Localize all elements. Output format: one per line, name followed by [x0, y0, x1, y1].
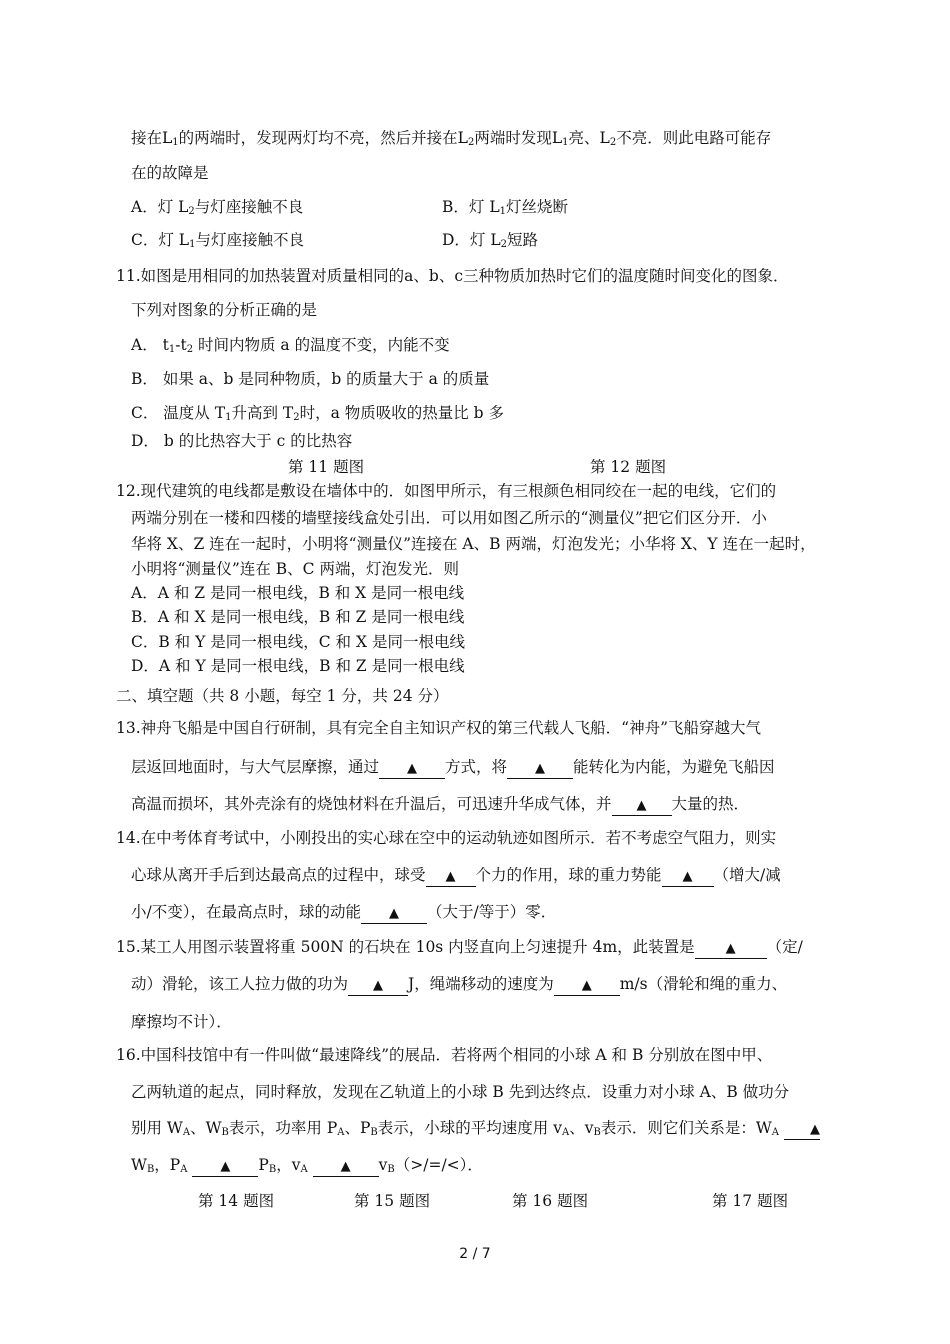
- answer-blank[interactable]: [192, 1156, 258, 1177]
- answer-blank[interactable]: [662, 866, 714, 887]
- answer-blank[interactable]: [507, 758, 573, 779]
- q14-line2: [131, 865, 781, 887]
- q11-stem-line1: 11.如图是用相同的加热装置对质量相同的a、b、c三种物质加热时它们的温度随时间变化的图象．: [116, 267, 789, 285]
- sub: 2: [609, 137, 617, 148]
- q13-line2: [131, 757, 775, 779]
- text: 短路: [507, 231, 539, 249]
- sub: 1: [562, 137, 569, 148]
- text: 大量的热．: [671, 795, 750, 813]
- text: 接在L: [131, 129, 173, 147]
- page-number: 2 / 7: [459, 1246, 491, 1262]
- q15-line1: [116, 937, 803, 959]
- triangle-icon: ▲: [340, 1159, 351, 1174]
- caption-figure-16: 第 16 题图: [512, 1192, 589, 1210]
- q12-line2: 两端分别在一楼和四楼的墙壁接线盒处引出．可以用如图乙所示的“测量仪”把它们区分开．小: [131, 509, 767, 527]
- q16-line1: 16.中国科技馆中有一件叫做“最速降线”的展品．若将两个相同的小球 A 和 B 分别放在图中甲、: [116, 1046, 773, 1064]
- text: （定/: [766, 938, 803, 956]
- text: D．灯 L: [442, 231, 501, 249]
- triangle-icon: ▲: [725, 941, 736, 956]
- triangle-icon: ▲: [388, 906, 399, 921]
- text: 、v: [569, 1119, 594, 1137]
- text: 表示，功率用 P: [228, 1119, 338, 1137]
- text: 表示，小球的平均速度用 v: [377, 1119, 562, 1137]
- q13-line1: 13.神舟飞船是中国自行研制，具有完全自主知识产权的第三代载人飞船．“神舟”飞船穿越大气: [116, 719, 762, 737]
- text: 、P: [344, 1119, 371, 1137]
- answer-blank[interactable]: [348, 975, 408, 996]
- sub: 1: [168, 344, 176, 355]
- text: -t: [175, 336, 187, 354]
- sub: B: [268, 1164, 277, 1175]
- triangle-icon: ▲: [809, 1122, 820, 1137]
- q13-line3: [131, 794, 749, 816]
- text: 不亮．则此电路可能存: [616, 129, 772, 147]
- q12-line1: 12.现代建筑的电线都是敷设在墙体中的．如图甲所示，有三根颜色相同绞在一起的电线，它们的: [116, 482, 777, 500]
- text: 动）滑轮，该工人拉力做的功为: [131, 975, 349, 993]
- q16-line3: [131, 1118, 820, 1140]
- triangle-icon: ▲: [682, 869, 693, 884]
- text: m/s（滑轮和绳的重力、: [619, 975, 788, 993]
- sub: A: [561, 1127, 570, 1138]
- text: 心球从离开手后到达最高点的过程中，球受: [131, 866, 426, 884]
- q16-line4: [131, 1155, 483, 1177]
- sub: B: [370, 1127, 378, 1138]
- triangle-icon: ▲: [581, 978, 592, 993]
- text: 表示．则它们关系是：W: [600, 1119, 772, 1137]
- text: （>/=/<）．: [394, 1156, 483, 1174]
- text: 能转化为内能，为避免飞船因: [573, 758, 775, 776]
- answer-blank[interactable]: [361, 903, 427, 924]
- q10-option-d: [442, 230, 538, 250]
- text: C． 温度从 T: [131, 404, 226, 422]
- q12-option-d: D．A 和 Y 是同一根电线，B 和 Z 是同一根电线: [131, 657, 465, 675]
- text: 高温而损坏，其外壳涂有的烧蚀材料在升温后，可迅速升华成气体，并: [131, 795, 612, 813]
- q12-option-c: C．B 和 Y 是同一根电线，C 和 X 是同一根电线: [131, 633, 465, 651]
- sub: 2: [467, 137, 475, 148]
- text: 15.某工人用图示装置将重 500N 的石块在 10s 内竖直向上匀速提升 4m，此装置是: [116, 938, 695, 956]
- triangle-icon: ▲: [535, 761, 546, 776]
- text: v: [378, 1156, 388, 1174]
- sub: 1: [499, 206, 506, 217]
- text: B．灯 L: [442, 198, 500, 216]
- text: C．灯 L: [131, 231, 190, 249]
- q10-option-c: [131, 230, 304, 250]
- q16-line2: 乙两轨道的起点，同时释放，发现在乙轨道上的小球 B 先到达终点．设重力对小球 A、B 做功分: [131, 1083, 790, 1101]
- text: 时，a 物质吸收的热量比 b 多: [299, 404, 505, 422]
- caption-figure-17: 第 17 题图: [712, 1192, 789, 1210]
- q15-line3: 摩擦均不计）．: [131, 1013, 232, 1031]
- text: 两端时发现L: [474, 129, 563, 147]
- text: 亮、L: [568, 129, 610, 147]
- q10-option-a: [131, 197, 303, 217]
- text: （增大/减: [713, 866, 781, 884]
- sub: 1: [172, 137, 179, 148]
- sub: A: [180, 1164, 188, 1175]
- text: （大于/等于）零．: [426, 903, 557, 921]
- text: W: [131, 1156, 147, 1174]
- text: 与灯座接触不良: [195, 231, 304, 249]
- answer-blank[interactable]: [379, 758, 445, 779]
- q15-line2: [131, 974, 787, 996]
- sub: B: [593, 1127, 601, 1138]
- text: 与灯座接触不良: [194, 198, 304, 216]
- q11-option-a: [131, 335, 450, 355]
- triangle-icon: ▲: [373, 978, 384, 993]
- q10-line1: [131, 128, 771, 148]
- sub: B: [387, 1164, 395, 1175]
- caption-figure-11: 第 11 题图: [288, 458, 365, 476]
- sub: 1: [225, 412, 232, 423]
- q10-option-b: [442, 197, 568, 217]
- text: 小/不变），在最高点时，球的动能: [131, 903, 361, 921]
- triangle-icon: ▲: [636, 798, 647, 813]
- text: ，v: [276, 1156, 301, 1174]
- text: 别用 W: [131, 1119, 183, 1137]
- text: 时间内物质 a 的温度不变，内能不变: [193, 336, 450, 354]
- q12-option-b: B．A 和 X 是同一根电线，B 和 Z 是同一根电线: [131, 608, 465, 626]
- sub: 2: [293, 412, 300, 423]
- text: P: [258, 1156, 269, 1174]
- answer-blank[interactable]: [313, 1156, 379, 1177]
- text: 升高到 T: [231, 404, 294, 422]
- q12-line3: 华将 X、Z 连在一起时，小明将“测量仪”连接在 A、B 两端，灯泡发光；小华将 X、Y 连在一起时，: [131, 535, 816, 553]
- q11-option-d: D． b 的比热容大于 c 的比热容: [131, 432, 353, 450]
- triangle-icon: ▲: [407, 761, 418, 776]
- answer-blank[interactable]: [426, 866, 476, 887]
- text: 、W: [190, 1119, 222, 1137]
- sub: A: [300, 1164, 308, 1175]
- answer-blank[interactable]: [612, 795, 672, 816]
- text: J，绳端移动的速度为: [408, 975, 554, 993]
- triangle-icon: ▲: [445, 869, 456, 884]
- q10-line2: 在的故障是: [131, 164, 209, 182]
- q14-line3: [131, 902, 556, 924]
- text: 层返回地面时，与大气层摩擦，通过: [131, 758, 380, 776]
- answer-blank[interactable]: [784, 1119, 820, 1140]
- sub: A: [771, 1127, 779, 1138]
- sub: 1: [189, 239, 196, 250]
- q14-line1: 14.在中考体育考试中，小刚投出的实心球在空中的运动轨迹如图所示．若不考虑空气阻力，则实: [116, 829, 777, 847]
- answer-blank[interactable]: [554, 975, 620, 996]
- answer-blank[interactable]: [695, 938, 767, 959]
- q11-option-b: B． 如果 a、b 是同种物质，b 的质量大于 a 的质量: [131, 370, 490, 388]
- text: 灯丝烧断: [506, 198, 569, 216]
- sub: A: [182, 1127, 191, 1138]
- text: A．灯 L: [131, 198, 189, 216]
- text: ，P: [154, 1156, 181, 1174]
- sub: B: [146, 1164, 155, 1175]
- text: A． t: [131, 336, 169, 354]
- sub: A: [337, 1127, 345, 1138]
- sub: 2: [500, 239, 508, 250]
- caption-figure-14: 第 14 题图: [198, 1192, 275, 1210]
- caption-figure-12: 第 12 题图: [590, 458, 667, 476]
- q12-line4: 小明将“测量仪”连在 B、C 两端，灯泡发光．则: [131, 560, 459, 578]
- triangle-icon: ▲: [220, 1159, 231, 1174]
- text: 方式，将: [445, 758, 508, 776]
- sub: B: [221, 1127, 229, 1138]
- sub: 2: [188, 206, 195, 217]
- caption-figure-15: 第 15 题图: [354, 1192, 431, 1210]
- q12-option-a: A．A 和 Z 是同一根电线，B 和 X 是同一根电线: [131, 584, 465, 602]
- sub: 2: [186, 344, 194, 355]
- text: 个力的作用，球的重力势能: [475, 866, 662, 884]
- text: 的两端时，发现两灯均不亮，然后并接在L: [178, 129, 468, 147]
- q11-option-c: [131, 403, 504, 423]
- q11-stem-line2: 下列对图象的分析正确的是: [131, 301, 318, 319]
- section-2-heading: 二、填空题（共 8 小题，每空 1 分，共 24 分）: [116, 687, 449, 705]
